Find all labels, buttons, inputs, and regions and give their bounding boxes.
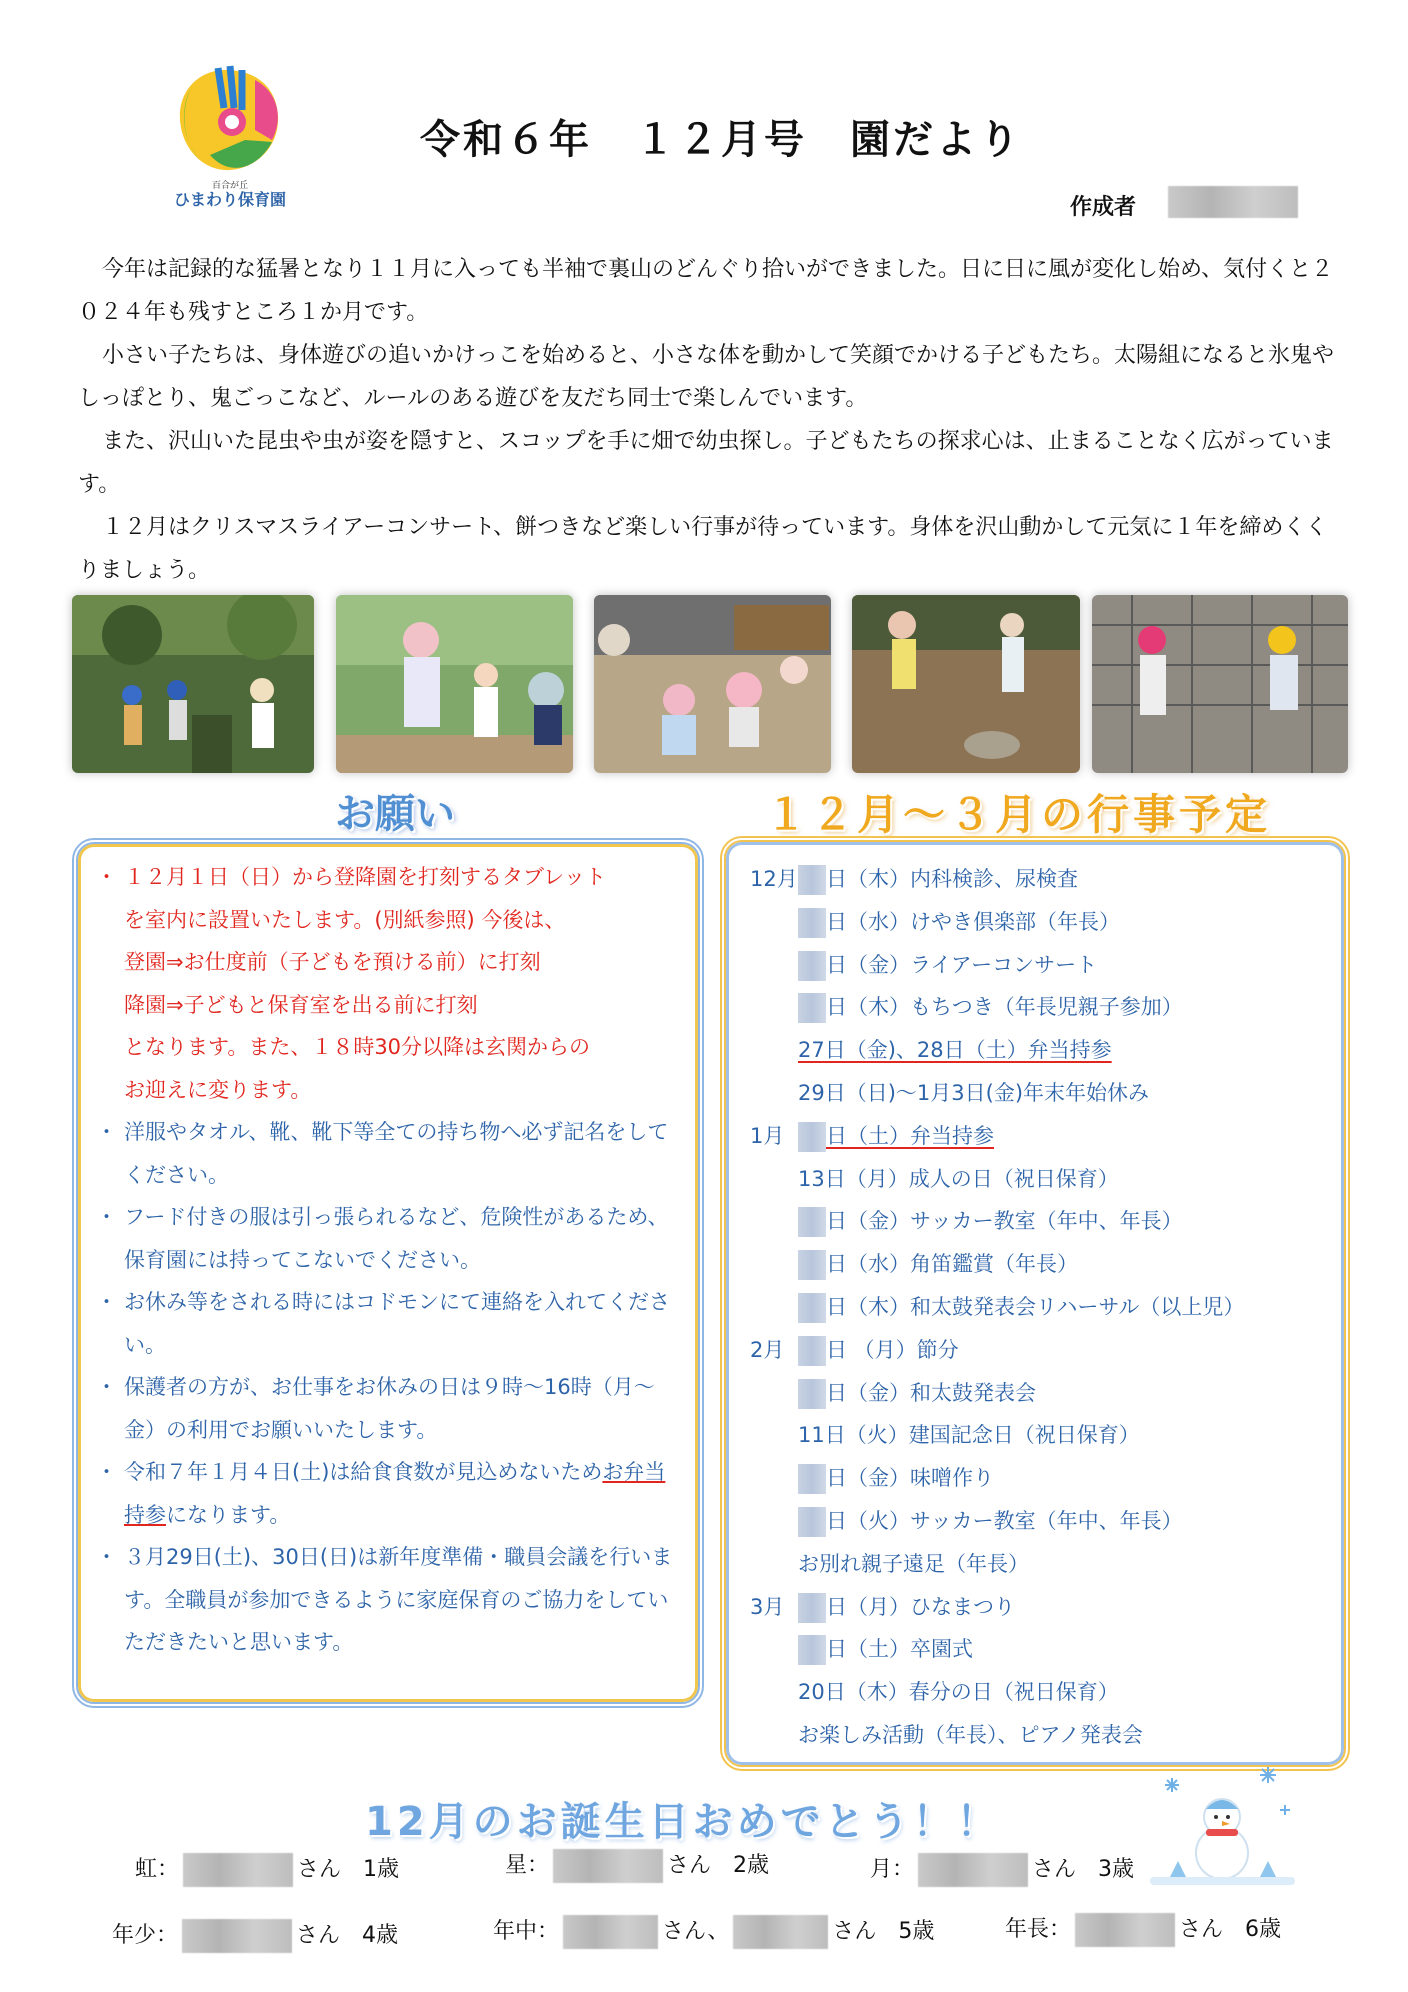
date-redacted — [798, 993, 826, 1023]
san-label: さん — [1032, 1857, 1077, 1882]
birthday-nencho — [1005, 1912, 1281, 1947]
event-row — [750, 1671, 1330, 1714]
class-label: 星： — [505, 1853, 550, 1878]
age-label: 1歳 — [363, 1857, 400, 1882]
event-text: 日（火）サッカー教室（年中、年長） — [826, 1508, 1183, 1533]
list-item-text: 登園⇒お仕度前（子どもを預ける前）に打刻 — [124, 950, 541, 974]
event-text: 日（土）弁当持参 — [826, 1123, 994, 1148]
event-row — [750, 944, 1330, 987]
name-redacted — [183, 1853, 293, 1887]
event-row — [750, 1286, 1330, 1329]
name-redacted — [733, 1915, 828, 1949]
class-label: 虹： — [135, 1857, 180, 1882]
san-label: さん — [832, 1919, 877, 1944]
event-row — [750, 1029, 1330, 1072]
list-item-text: となります。また、１８時30分以降は玄関からの — [124, 1035, 591, 1059]
event-row — [750, 1200, 1330, 1243]
san-label: さん、 — [662, 1919, 730, 1944]
event-row — [750, 1457, 1330, 1500]
event-text: 日（月）ひなまつり — [826, 1594, 1015, 1619]
event-text: 日（金）味噌作り — [826, 1466, 994, 1491]
intro-paragraph: 今年は記録的な猛暑となり１１月に入っても半袖で裏山のどんぐり拾いができました。日に日に風が変化し始め、気付くと２０２４年も残すところ１か月です。 — [78, 257, 1334, 325]
event-text: 29日（日)～1月3日(金)年末年始休み — [798, 1080, 1150, 1105]
list-item-text: になります。 — [166, 1502, 291, 1527]
events-box — [720, 836, 1350, 1771]
event-text: 日（木）もちつき（年長児親子参加） — [826, 995, 1183, 1020]
birthday-nensho — [112, 1918, 398, 1953]
name-redacted — [553, 1849, 663, 1883]
month-label: 1月 — [750, 1123, 785, 1148]
bento-note: お弁当持参 — [124, 1460, 666, 1527]
month-label: 12月 — [750, 867, 798, 891]
month-label: 2月 — [750, 1337, 785, 1362]
date-redacted — [798, 1379, 826, 1409]
list-item-text: 令和７年１月４日(土)は給食食数が見込めないため — [124, 1460, 603, 1484]
class-label: 年中： — [493, 1919, 560, 1944]
class-label: 年長： — [1005, 1917, 1072, 1942]
date-redacted — [798, 1293, 826, 1323]
san-label: さん — [296, 1923, 341, 1948]
name-redacted — [182, 1919, 292, 1953]
list-item: ・ 保護者の方が、お仕事をお休みの日は９時～16時（月～金）の利用でお願いいたします。 — [94, 1366, 684, 1451]
san-label: さん — [1179, 1917, 1224, 1942]
date-redacted — [798, 1122, 826, 1152]
photo-digging — [852, 595, 1080, 773]
logo-subtext: 百合が丘 — [211, 181, 249, 191]
date-redacted — [798, 1207, 826, 1237]
name-redacted — [918, 1853, 1028, 1887]
age-label: 5歳 — [898, 1919, 935, 1944]
event-row — [750, 1158, 1330, 1201]
list-item-text: 降園⇒子どもと保育室を出る前に打刻 — [124, 992, 478, 1017]
event-text: 日（金）サッカー教室（年中、年長） — [826, 1209, 1183, 1234]
list-item-text: １２月１日（日）から登降園を打刻するタブレット — [124, 865, 606, 889]
list-item-text: お迎えに変ります。 — [124, 1077, 312, 1102]
age-label: 2歳 — [733, 1853, 770, 1878]
age-label: 3歳 — [1098, 1857, 1135, 1882]
event-row — [750, 1543, 1330, 1586]
event-row — [750, 986, 1330, 1029]
event-text: 日 （月）節分 — [826, 1337, 959, 1362]
list-item-text: を室内に設置いたします。(別紙参照) 今後は、 — [124, 907, 566, 932]
event-row — [750, 1628, 1330, 1671]
event-row — [750, 1329, 1330, 1372]
san-label: さん — [667, 1853, 712, 1878]
event-text: 日（水）角笛鑑賞（年長） — [826, 1252, 1078, 1277]
list-item: ・ お休み等をされる時にはコドモンにて連絡を入れてください。 — [94, 1281, 684, 1366]
intro-paragraph: また、沢山いた昆虫や虫が姿を隠すと、スコップを手に畑で幼虫探し。子どもたちの探求心は、止まることなく広がっています。 — [78, 429, 1334, 497]
event-row — [750, 1072, 1330, 1115]
event-row — [750, 1243, 1330, 1286]
date-redacted — [798, 1593, 826, 1623]
event-text: 日（木）和太鼓発表会リハーサル（以上児） — [826, 1294, 1245, 1319]
event-row — [750, 1115, 1330, 1158]
onegai-heading: お願い — [335, 791, 455, 837]
date-redacted — [798, 1635, 826, 1665]
month-label: 3月 — [750, 1594, 785, 1619]
intro-paragraph: 小さい子たちは、身体遊びの追いかけっこを始めると、小さな体を動かして笑顔でかける子どもたち。太陽組になると氷鬼やしっぽとり、鬼ごっこなど、ルールのある遊びを友だち同士で楽しんでいます。 — [78, 343, 1335, 411]
birthday-hoshi — [505, 1848, 769, 1883]
onegai-box — [72, 838, 704, 1708]
event-row — [750, 1500, 1330, 1543]
name-redacted — [1075, 1913, 1175, 1947]
date-redacted — [798, 1507, 826, 1537]
event-text: 11日（火）建国記念日（祝日保育） — [798, 1423, 1140, 1448]
date-redacted — [798, 1336, 826, 1366]
list-item — [94, 1451, 684, 1536]
date-redacted — [798, 908, 826, 938]
event-text: 日（金）ライアーコンサート — [826, 952, 1098, 977]
event-text: 日（水）けやき倶楽部（年長） — [826, 909, 1120, 934]
event-row — [750, 1372, 1330, 1415]
event-text: 日（金）和太鼓発表会 — [826, 1380, 1036, 1405]
name-redacted — [563, 1915, 658, 1949]
event-row — [750, 1414, 1330, 1457]
events-list — [750, 858, 1330, 1757]
event-text: お別れ親子遠足（年長） — [798, 1551, 1029, 1576]
list-item: ・ ３月29日(土)、30日(日)は新年度準備・職員会議を行います。全職員が参加できるように家庭保育のご協力をしていただきたいと思います。 — [94, 1536, 684, 1664]
birthday-niji — [135, 1852, 399, 1887]
event-row — [750, 858, 1330, 901]
date-redacted — [798, 865, 826, 895]
event-text: 日（木）内科検診、尿検査 — [826, 867, 1078, 891]
event-text: 13日（月）成人の日（祝日保育） — [798, 1166, 1119, 1191]
age-label: 4歳 — [362, 1923, 399, 1948]
event-text: お楽しみ活動（年長）、ピアノ発表会 — [798, 1722, 1143, 1747]
age-label: 6歳 — [1245, 1917, 1282, 1942]
date-redacted — [798, 1464, 826, 1494]
event-row — [750, 901, 1330, 944]
event-text: 27日（金)、28日（土）弁当持参 — [798, 1038, 1112, 1063]
event-row — [750, 1714, 1330, 1757]
event-text: 20日（木）春分の日（祝日保育） — [798, 1680, 1119, 1705]
photo-forest — [72, 595, 314, 773]
date-redacted — [798, 1250, 826, 1280]
san-label: さん — [297, 1857, 342, 1882]
events-heading: １２月～３月の行事予定 — [765, 790, 1272, 839]
date-redacted — [798, 951, 826, 981]
birthday-heading: 12月のお誕生日おめでとう！！ — [365, 1799, 1001, 1845]
sunflower-logo — [160, 60, 300, 210]
list-item: ・ フード付きの服は引っ張られるなど、危険性があるため、保育園には持ってこないでください。 — [94, 1196, 684, 1281]
intro-text — [78, 248, 1348, 592]
intro-paragraph: １２月はクリスマスライアーコンサート、餅つきなど楽しい行事が待っています。身体を沢山動かして元気に１年を締めくくりましょう。 — [78, 515, 1328, 583]
list-item: ・ 洋服やタオル、靴、靴下等全ての持ち物へ必ず記名をしてください。 — [94, 1111, 684, 1196]
event-row — [750, 1586, 1330, 1629]
onegai-list — [94, 856, 684, 1664]
event-text: 日（土）卒園式 — [826, 1637, 973, 1662]
photo-children-hats — [336, 595, 573, 773]
snowman-icon — [1150, 1765, 1295, 1890]
author-name-redacted — [1168, 186, 1298, 218]
list-item — [94, 856, 684, 1111]
logo-text: ひまわり保育園 — [173, 190, 287, 209]
page-title: 令和６年 １２月号 園だより — [420, 117, 1022, 163]
class-label: 月： — [870, 1857, 915, 1882]
photo-sandbox — [594, 595, 831, 773]
photo-fence — [1092, 595, 1348, 773]
birthday-nenchu — [493, 1914, 934, 1949]
author-label: 作成者 — [1070, 195, 1137, 220]
birthday-tsuki — [870, 1852, 1134, 1887]
class-label: 年少： — [112, 1923, 179, 1948]
